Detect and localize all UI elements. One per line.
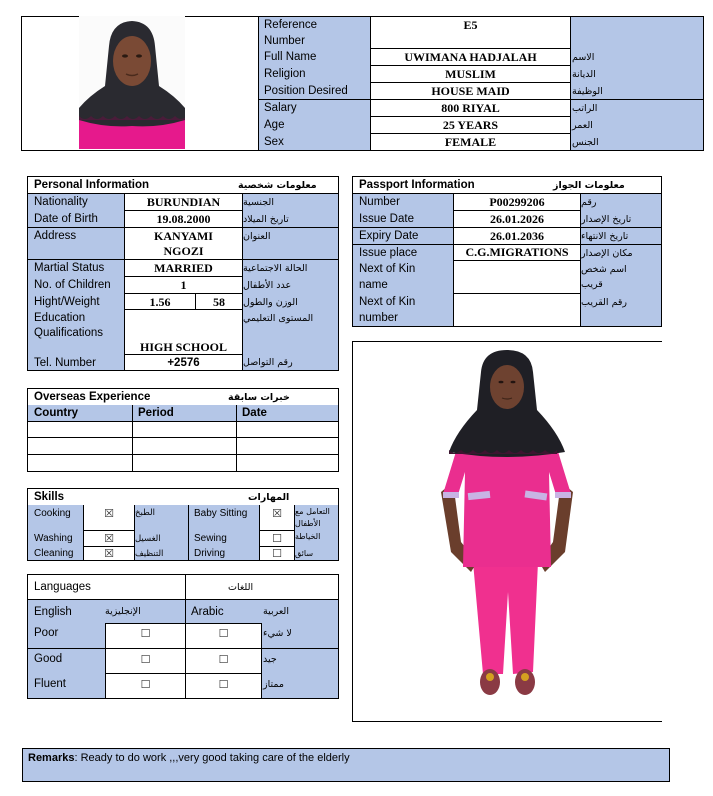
experience-title-ar: خبرات سابقة (228, 391, 290, 403)
next-of-kin-name-value (454, 261, 580, 293)
level-poor-label: Poor (34, 627, 59, 639)
label-date-of-birth: Date of Birth (34, 213, 98, 225)
language-arabic-label-ar: العربية (263, 606, 289, 617)
experience-title: Overseas Experience (34, 391, 151, 403)
passport-info-title-ar: معلومات الجواز (553, 179, 625, 191)
label-ar-religion: الديانة (572, 68, 596, 80)
full-body-photo (352, 341, 662, 722)
skill-baby-sitting-label-ar-2: الأطفال (295, 518, 321, 528)
skill-washing-label: Washing (34, 533, 73, 544)
personal-info-table (27, 176, 339, 371)
label-age: Age (264, 119, 285, 131)
label-next-of-kin-number-2: number (359, 312, 398, 324)
label-issue-date: Issue Date (359, 213, 414, 225)
skill-cooking-checkbox[interactable]: ☒ (104, 506, 114, 520)
arabic-poor-checkbox[interactable]: ☐ (218, 626, 229, 640)
label-ar-date-of-birth: تاريخ الميلاد (243, 213, 289, 225)
age-value: 25 YEARS (442, 117, 499, 132)
personal-info-title: Personal Information (34, 179, 150, 191)
label-ar-age: العمر (572, 119, 593, 131)
label-height-weight: Hight/Weight (34, 296, 100, 308)
skill-driving-label: Driving (194, 548, 226, 559)
label-marital-status: Martial Status (34, 262, 105, 274)
label-nationality: Nationality (34, 196, 88, 208)
skill-cleaning-label-ar: التنظيف (135, 548, 164, 559)
language-english-label-ar: الإنجليزية (105, 606, 141, 617)
label-next-of-kin-name-2: name (359, 279, 388, 291)
skill-sewing-label-ar: الخياطة (295, 531, 321, 541)
level-good-label-ar: جيد (263, 653, 277, 665)
label-ar-issue-place: مكان الإصدار (581, 247, 633, 259)
label-ar-next-of-kin-name: اسم شخص (581, 263, 627, 275)
language-english-label: English (34, 605, 72, 618)
skill-cooking-label: Cooking (34, 507, 71, 519)
skill-baby-sitting-label-ar: التعامل مع (295, 506, 330, 516)
label-passport-number: Number (359, 196, 400, 208)
marital-status-value: MARRIED (154, 260, 213, 275)
passport-info-table (352, 176, 662, 327)
label-number: Number (264, 35, 305, 47)
weight-value: 58 (213, 294, 225, 309)
label-ar-issue-date: تاريخ الإصدار (581, 213, 632, 225)
label-position: Position Desired (264, 85, 348, 97)
personal-info-title-ar: معلومات شخصية (238, 179, 317, 191)
label-expiry-date: Expiry Date (359, 230, 419, 242)
label-tel-number: Tel. Number (34, 356, 96, 369)
height-value: 1.56 (149, 294, 171, 309)
label-address: Address (34, 230, 77, 242)
label-sex: Sex (264, 136, 284, 148)
issue-place-value: C.G.MIGRATIONS (465, 244, 569, 259)
label-ar-passport-number: رقم (581, 196, 597, 208)
label-reference: Reference (264, 19, 318, 31)
label-ar-marital-status: الحالة الاجتماعية (243, 262, 308, 274)
skills-table (27, 488, 339, 561)
skill-sewing-checkbox[interactable]: ☐ (272, 532, 282, 545)
level-fluent-label-ar: ممتاز (263, 678, 284, 690)
sex-value: FEMALE (444, 134, 497, 149)
label-religion: Religion (264, 68, 306, 80)
full-name-value: UWIMANA HADJALAH (404, 49, 537, 64)
label-ar-name: الاسم (572, 51, 595, 63)
overseas-experience-table (27, 388, 339, 472)
label-ar-tel-number: رقم التواصل (243, 357, 293, 368)
label-next-of-kin-number: Next of Kin (359, 296, 416, 308)
arabic-fluent-checkbox[interactable]: ☐ (218, 677, 229, 691)
skill-cleaning-checkbox[interactable]: ☒ (104, 547, 114, 560)
position-value: HOUSE MAID (431, 83, 510, 98)
salary-value: 800 RIYAL (441, 100, 500, 115)
label-next-of-kin-name: Next of Kin (359, 263, 416, 275)
label-ar-salary: الراتب (572, 102, 598, 114)
expiry-date-value: 26.01.2036 (490, 228, 544, 243)
label-issue-place: Issue place (359, 247, 418, 259)
label-salary: Salary (264, 102, 297, 114)
skill-baby-sitting-checkbox[interactable]: ☒ (272, 506, 282, 520)
languages-title-ar: اللغات (228, 581, 254, 593)
address-value-line1: KANYAMI (154, 228, 213, 243)
english-fluent-checkbox[interactable]: ☐ (140, 677, 151, 691)
skill-cooking-label-ar: الطبخ (135, 508, 155, 518)
remarks-label: Remarks (28, 752, 75, 764)
skills-title: Skills (34, 491, 65, 503)
label-ar-nationality: الجنسية (243, 196, 274, 208)
education-value: HIGH SCHOOL (139, 339, 228, 354)
languages-title: Languages (34, 581, 91, 593)
remarks-text: : Ready to do work ,,,very good taking care of the elderly (74, 752, 350, 764)
skill-sewing-label: Sewing (194, 533, 227, 544)
label-qualifications: Qualifications (34, 327, 104, 339)
passport-number-value: P00299206 (489, 194, 545, 209)
label-education: Education (34, 312, 86, 324)
nationality-value: BURUNDIAN (146, 194, 221, 209)
label-ar-education: المستوى التعليمي (243, 312, 314, 324)
label-ar-children: عدد الأطفال (243, 279, 292, 291)
label-ar-next-of-kin-name-2: قريب (581, 278, 603, 290)
issue-date-value: 26.01.2026 (490, 211, 544, 226)
skills-title-ar: المهارات (248, 491, 290, 503)
tel-number-value: +2576 (167, 356, 200, 369)
children-value: 1 (180, 277, 187, 292)
languages-table (27, 574, 339, 699)
next-of-kin-number-value (454, 294, 580, 326)
skill-driving-label-ar: سائق (295, 548, 314, 558)
label-children: No. of Children (34, 279, 111, 291)
skill-washing-label-ar: الغسيل (135, 533, 161, 544)
headshot-photo (79, 16, 185, 149)
remarks-box (22, 748, 670, 782)
skill-washing-checkbox[interactable]: ☒ (104, 532, 114, 545)
column-country: Country (34, 407, 79, 419)
date-of-birth-value: 19.08.2000 (156, 211, 211, 226)
label-ar-position: الوظيفة (572, 85, 603, 97)
label-ar-sex: الجنس (572, 136, 599, 148)
skill-cleaning-label: Cleaning (34, 548, 74, 559)
skill-driving-checkbox[interactable]: ☐ (272, 547, 282, 560)
skill-baby-sitting-label: Baby Sitting (194, 507, 248, 519)
level-fluent-label: Fluent (34, 678, 66, 690)
level-good-label: Good (34, 653, 63, 665)
label-ar-height-weight: الوزن والطول (243, 296, 298, 308)
label-ar-next-of-kin-number: رقم القريب (581, 296, 628, 308)
english-good-checkbox[interactable]: ☐ (140, 652, 151, 666)
arabic-good-checkbox[interactable]: ☐ (218, 652, 229, 666)
column-period: Period (138, 407, 174, 419)
level-poor-label-ar: لا شيء (263, 627, 292, 639)
label-ar-expiry-date: تاريخ الانتهاء (581, 230, 629, 242)
address-value-line2: NGOZI (163, 243, 204, 258)
label-full-name: Full Name (264, 51, 317, 63)
label-ar-address: العنوان (243, 230, 271, 242)
reference-number-value: E5 (463, 17, 478, 32)
header-block (21, 16, 704, 151)
religion-value: MUSLIM (445, 66, 496, 81)
passport-info-title: Passport Information (359, 179, 475, 191)
column-date: Date (242, 407, 267, 419)
language-arabic-label: Arabic (191, 605, 224, 618)
english-poor-checkbox[interactable]: ☐ (140, 626, 151, 640)
